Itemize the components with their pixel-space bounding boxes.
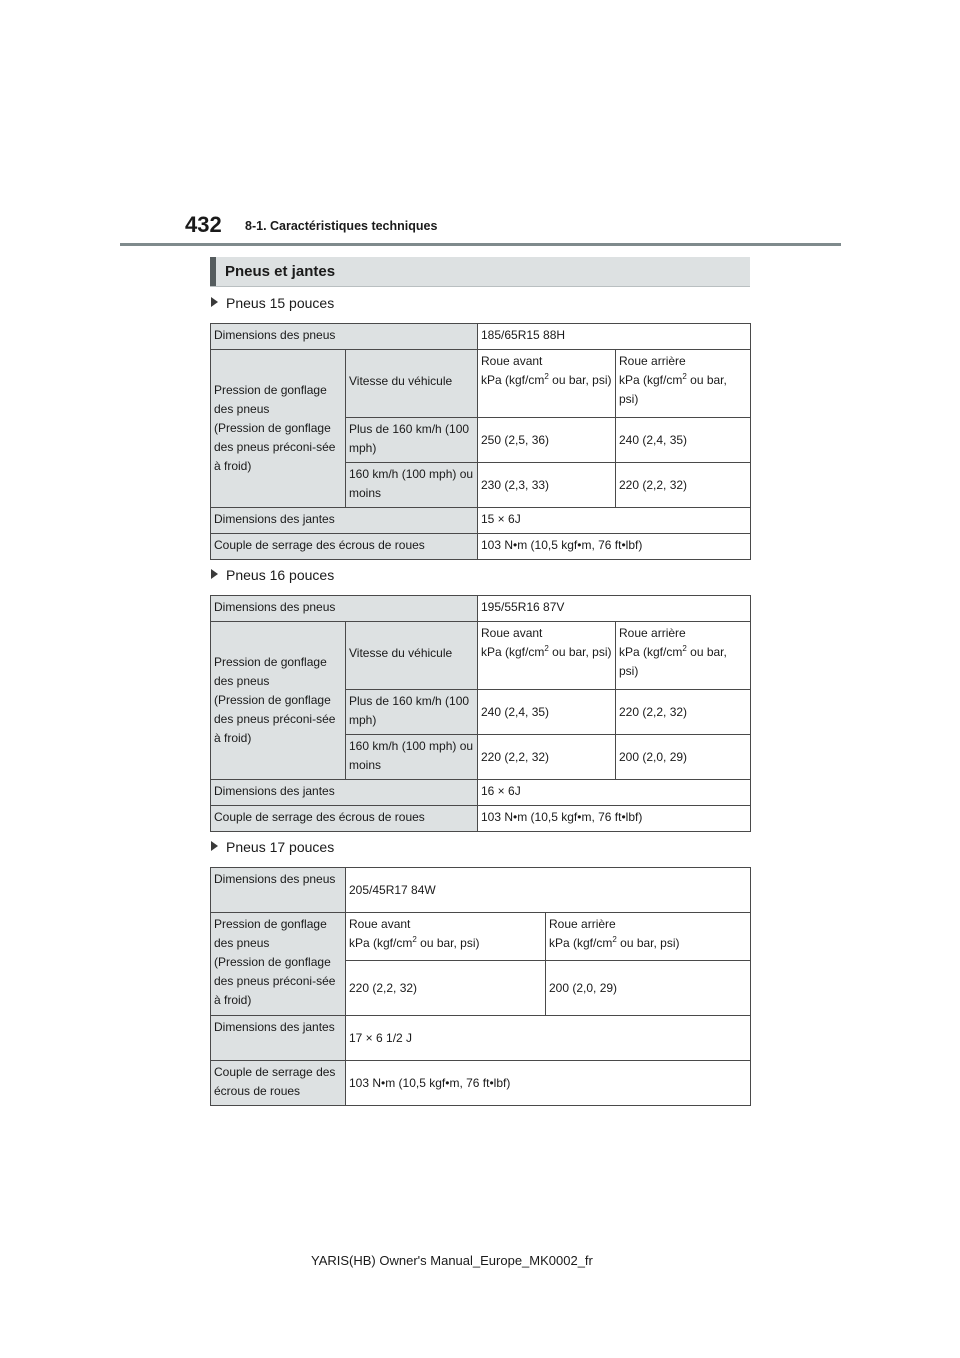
front-value: 220 (2,2, 32) [478,735,616,780]
rear-value: 200 (2,0, 29) [616,735,751,780]
speed-header: Vitesse du véhicule [346,622,478,690]
section-header [210,257,750,287]
dimension-label: Dimensions des pneus [211,596,478,622]
table-row [211,622,751,690]
table-row [211,324,751,350]
front-value: 220 (2,2, 32) [346,961,546,1016]
tire-table-15 [210,323,751,560]
page-number: 432 [185,212,222,237]
pressure-label: Pression de gonflage des pneus (Pression de gonflage des pneus préconi-sée à froid) [211,913,346,1016]
triangle-bullet-icon [211,841,218,851]
table-row [211,1016,751,1061]
table-row [211,534,751,560]
torque-label: Couple de serrage des écrous de roues [211,1061,346,1106]
table-row [211,508,751,534]
dimension-label: Dimensions des pneus [211,868,346,913]
speed-header: Vitesse du véhicule [346,350,478,418]
rear-value: 220 (2,2, 32) [616,690,751,735]
header-rule [120,243,841,246]
rim-value: 15 × 6J [478,508,751,534]
torque-value: 103 N•m (10,5 kgf•m, 76 ft•lbf) [478,806,751,832]
rear-value: 200 (2,0, 29) [546,961,751,1016]
rear-header: Roue arrière kPa ($kgf/cm^2$ ou bar, psi) [616,622,751,690]
table-row [211,868,751,913]
front-header: Roue avant kPa ($kgf/cm^2$ ou bar, psi) [478,622,616,690]
triangle-bullet-icon [211,297,218,307]
torque-label: Couple de serrage des écrous de roues [211,534,478,560]
rear-header: Roue arrière kPa ($kgf/cm^2$ ou bar, psi) [546,913,751,961]
table-row [211,913,751,961]
front-value: 230 (2,3, 33) [478,463,616,508]
table-row [211,806,751,832]
subheading-16: Pneus 16 pouces [211,567,334,583]
table-row [211,780,751,806]
tire-table-16 [210,595,751,832]
rim-label: Dimensions des jantes [211,508,478,534]
section-accent [210,257,216,286]
tire-table-17 [210,867,751,1106]
torque-value: 103 N•m (10,5 kgf•m, 76 ft•lbf) [478,534,751,560]
speed-cell: 160 km/h (100 mph) ou moins [346,463,478,508]
rear-value: 240 (2,4, 35) [616,418,751,463]
subheading-15: Pneus 15 pouces [211,295,334,311]
pressure-label: Pression de gonflage des pneus (Pression de gonflage des pneus préconi-sée à froid) [211,622,346,780]
table-row [211,1061,751,1106]
dimension-value: 205/45R17 84W [346,868,751,913]
front-value: 250 (2,5, 36) [478,418,616,463]
rim-label: Dimensions des jantes [211,780,478,806]
dimension-value: 185/65R15 88H [478,324,751,350]
speed-cell: Plus de 160 km/h (100 mph) [346,690,478,735]
subheading-17: Pneus 17 pouces [211,839,334,855]
front-header: Roue avant kPa ($kgf/cm^2$ ou bar, psi) [346,913,546,961]
rear-value: 220 (2,2, 32) [616,463,751,508]
rim-label: Dimensions des jantes [211,1016,346,1061]
speed-cell: Plus de 160 km/h (100 mph) [346,418,478,463]
rim-value: 16 × 6J [478,780,751,806]
dimension-value: 195/55R16 87V [478,596,751,622]
front-value: 240 (2,4, 35) [478,690,616,735]
torque-value: 103 N•m (10,5 kgf•m, 76 ft•lbf) [346,1061,751,1106]
front-header: Roue avant kPa ($kgf/cm^2$ ou bar, psi) [478,350,616,418]
pressure-label: Pression de gonflage des pneus (Pression de gonflage des pneus préconi-sée à froid) [211,350,346,508]
speed-cell: 160 km/h (100 mph) ou moins [346,735,478,780]
section-title: Pneus et jantes [225,263,336,280]
rear-header: Roue arrière kPa ($kgf/cm^2$ ou bar, psi) [616,350,751,418]
footer-text: YARIS(HB) Owner's Manual_Europe_MK0002_fr [311,1253,593,1268]
rim-value: 17 × 6 1/2 J [346,1016,751,1061]
dimension-label: Dimensions des pneus [211,324,478,350]
table-row [211,596,751,622]
triangle-bullet-icon [211,569,218,579]
torque-label: Couple de serrage des écrous de roues [211,806,478,832]
chapter-title: 8-1. Caractéristiques techniques [245,219,438,233]
table-row [211,350,751,418]
